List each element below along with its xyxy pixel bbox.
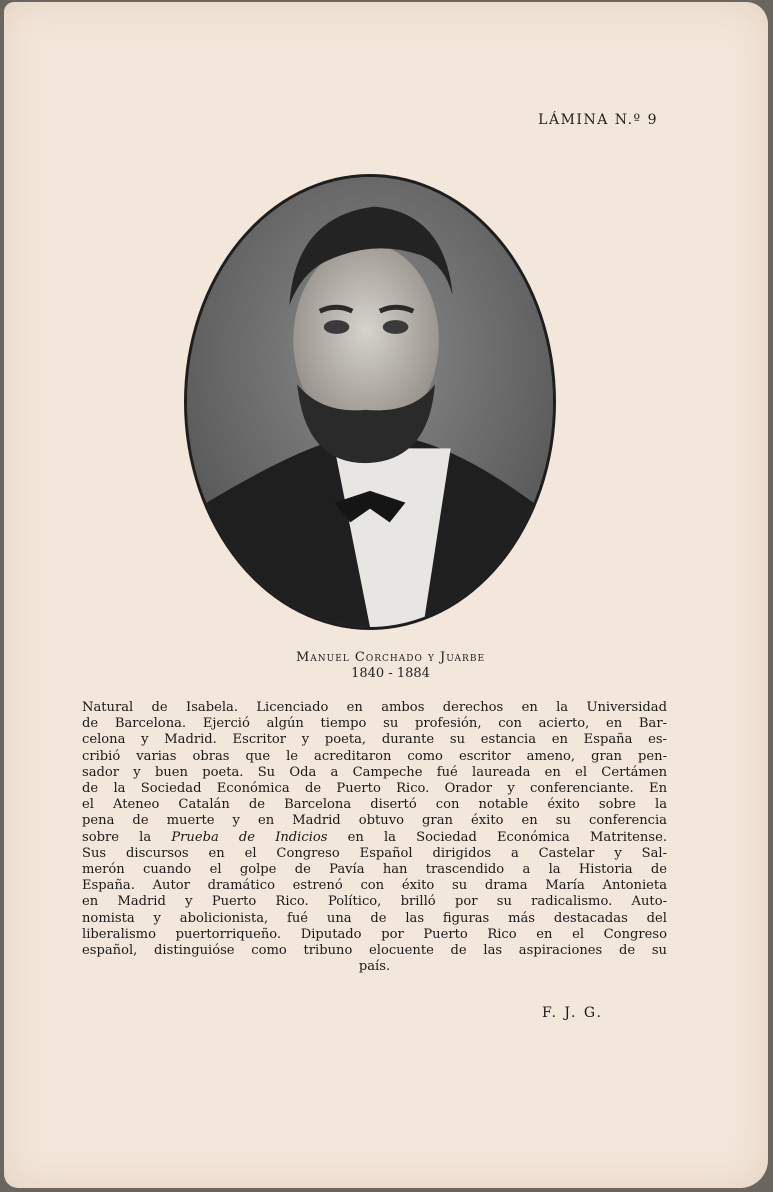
bio-line: nomista y abolicionista, fué una de las figuras más destacadas del: [82, 910, 667, 926]
bio-text: sobre la: [82, 829, 152, 845]
author-initials: F. J. G.: [542, 1005, 603, 1021]
bio-line: Natural de Isabela. Licenciado en ambos derechos en la Universidad: [82, 700, 667, 715]
biography-text: [82, 700, 667, 975]
bio-line: liberalismo puertorriqueño. Diputado por Puerto Rico en el Congreso: [82, 926, 667, 942]
bio-text: en la Sociedad Económica Matritense.: [347, 829, 667, 845]
bio-line: el Ateneo Catalán de Barcelona disertó con notable éxito sobre la: [82, 797, 667, 813]
bio-line: cribió varias obras que le acreditaron como escritor ameno, gran pen-: [82, 748, 667, 764]
bio-italic-title: Prueba de Indicios: [171, 829, 328, 845]
bio-line: celona y Madrid. Escritor y poeta, durante su estancia en España es-: [82, 732, 667, 748]
bio-line-mixed: [82, 830, 667, 846]
bio-line: español, distinguióse como tribuno elocuente de las aspiraciones de su: [82, 943, 667, 959]
bio-line: en Madrid y Puerto Rico. Político, brilló por su radicalismo. Auto-: [82, 894, 667, 910]
bio-line: Sus discursos en el Congreso Español dirigidos a Castelar y Sal-: [82, 845, 667, 861]
bio-line: pena de muerte y en Madrid obtuvo gran éxito en su conferencia: [82, 813, 667, 829]
bio-line: de la Sociedad Económica de Puerto Rico. Orador y conferenciante. En: [82, 781, 667, 797]
portrait-caption-years: 1840 - 1884: [351, 666, 430, 681]
bio-line: sador y buen poeta. Su Oda a Campeche fué laureada en el Certámen: [82, 764, 667, 780]
bio-line: de Barcelona. Ejerció algún tiempo su profesión, con acierto, en Bar-: [82, 716, 667, 732]
bio-line: España. Autor dramático estrenó con éxito su drama María Antonieta: [82, 878, 667, 894]
bio-line: merón cuando el golpe de Pavía han trascendido a la Historia de: [82, 862, 667, 878]
document-page: [4, 2, 768, 1188]
portrait-photo: [184, 174, 556, 630]
bio-final-line: país.: [358, 959, 391, 975]
plate-number: LÁMINA N.º 9: [538, 112, 658, 128]
portrait-caption-name: Manuel Corchado y Juarbe: [295, 650, 486, 665]
